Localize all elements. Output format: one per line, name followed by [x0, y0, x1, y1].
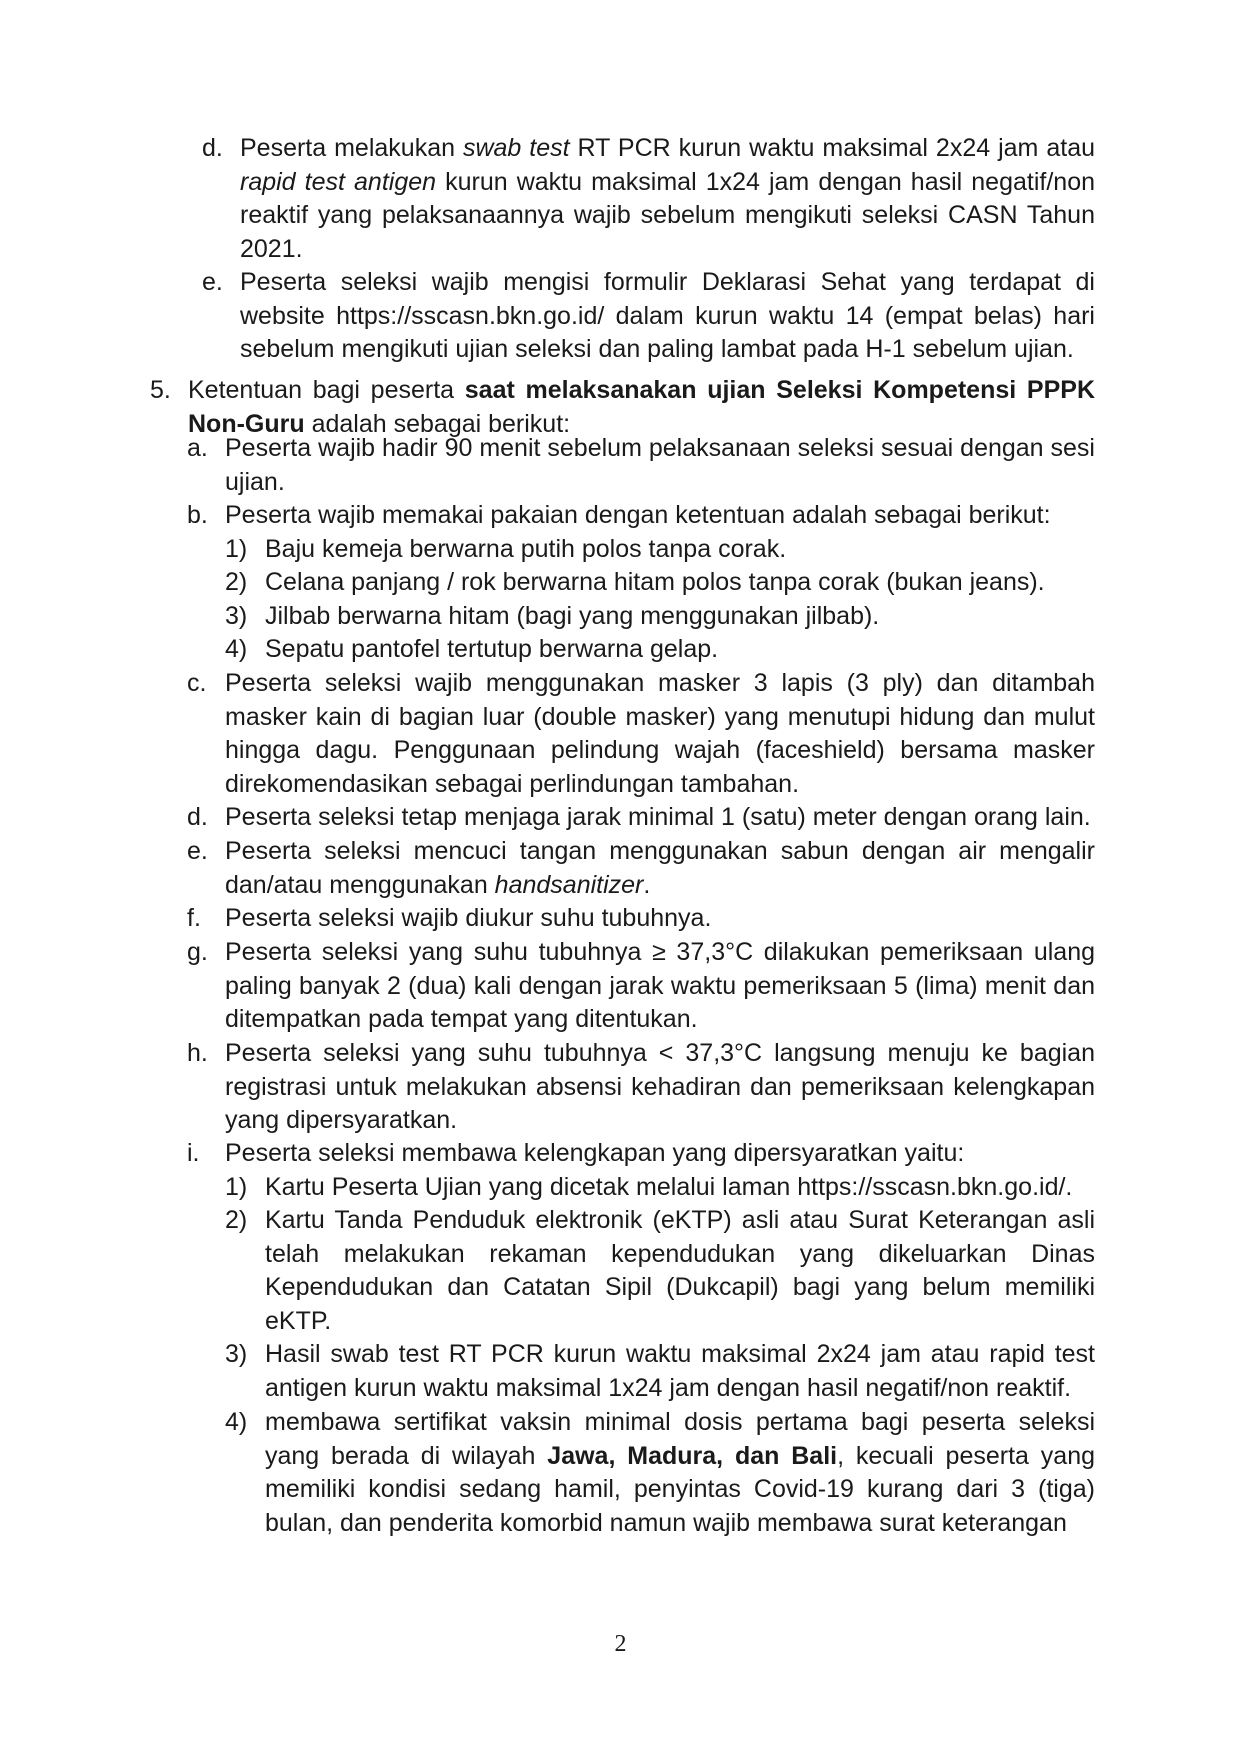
item-text: Peserta seleksi wajib menggunakan masker 3 lapis (3 ply) dan ditambah masker kain di bagian luar (double masker) yang menutupi hidung dan mulut hingga dagu. Penggunaan pelindung wajah (faceshield) bersama masker direkomendasikan sebagai perlindungan tambahan. — [225, 669, 1095, 798]
italic-term: handsanitizer — [494, 870, 644, 899]
section-5 — [150, 374, 1095, 441]
item-text: Peserta wajib memakai pakaian dengan ketentuan adalah sebagai berikut: — [225, 501, 1051, 529]
item-text: Sepatu pantofel tertutup berwarna gelap. — [265, 635, 719, 663]
bold-phrase: Jawa, Madura, dan Bali — [547, 1441, 838, 1470]
list-item-c — [187, 667, 1095, 801]
sub-item-b-1 — [225, 533, 1095, 567]
item-label: 4) — [225, 635, 248, 663]
item-label: d. — [202, 134, 223, 162]
sub-item-i-3 — [225, 1338, 1095, 1405]
item-text: Jilbab berwarna hitam (bagi yang menggunakan jilbab). — [265, 602, 880, 630]
item-label: 3) — [225, 602, 248, 630]
item-text: Baju kemeja berwarna putih polos tanpa corak. — [265, 535, 787, 563]
item-label: c. — [187, 669, 207, 697]
item-text: Peserta wajib hadir 90 menit sebelum pelaksanaan seleksi sesuai dengan sesi ujian. — [225, 434, 1095, 496]
list-item-i — [187, 1137, 1095, 1171]
list-item-e2 — [187, 835, 1095, 902]
list-item-d — [202, 132, 1095, 266]
item-label: 2) — [225, 568, 248, 596]
section-intro: Ketentuan bagi peserta saat melaksanakan ujian Seleksi Kompetensi PPPK Non-Guru adalah sebagai berikut: — [188, 376, 1095, 438]
item-label: 2) — [225, 1206, 248, 1234]
sub-item-b-3 — [225, 600, 1095, 634]
list-item-e — [202, 266, 1095, 367]
list-item-f — [187, 902, 1095, 936]
list-item-b — [187, 499, 1095, 533]
item-label: d. — [187, 803, 208, 831]
section-number: 5. — [150, 376, 171, 404]
sub-item-i-1 — [225, 1171, 1095, 1205]
item-label: e. — [187, 837, 208, 865]
item-text: Peserta seleksi yang suhu tubuhnya ≥ 37,3°C dilakukan pemeriksaan ulang paling banyak 2 (dua) kali dengan jarak waktu pemeriksaan 5 (lima) menit dan ditempatkan pada tempat yang ditentukan. — [225, 938, 1095, 1033]
italic-term: rapid test antigen — [240, 167, 437, 196]
list-item-d2 — [187, 801, 1095, 835]
item-text: Peserta seleksi mencuci tangan menggunakan sabun dengan air mengalir dan/atau menggunakan handsanitizer. — [225, 837, 1095, 899]
item-text: Peserta seleksi wajib mengisi formulir Deklarasi Sehat yang terdapat di website https://sscasn.bkn.go.id/ dalam kurun waktu 14 (empat belas) hari sebelum mengikuti ujian seleksi dan paling lambat pada H-1 sebelum ujian. — [240, 268, 1095, 363]
sub-item-b-4 — [225, 633, 1095, 667]
item-text: Kartu Tanda Penduduk elektronik (eKTP) asli atau Surat Keterangan asli telah melakukan rekaman kependudukan yang dikeluarkan Dinas Kependudukan dan Catatan Sipil (Dukcapil) bagi yang belum memiliki eKTP. — [265, 1206, 1095, 1335]
item-label: 4) — [225, 1408, 248, 1436]
list-item-g — [187, 936, 1095, 1037]
item-text: Hasil swab test RT PCR kurun waktu maksimal 2x24 jam atau rapid test antigen kurun waktu maksimal 1x24 jam dengan hasil negatif/non reaktif. — [265, 1340, 1095, 1402]
sub-item-b-2 — [225, 566, 1095, 600]
item-text: membawa sertifikat vaksin minimal dosis pertama bagi peserta seleksi yang berada di wilayah Jawa, Madura, dan Bali, kecuali peserta yang memiliki kondisi sedang hamil, penyintas Covid-19 kurang dari 3 (tiga) bulan, dan penderita komorbid namun wajib membawa surat keterangan — [265, 1408, 1096, 1537]
item-label: e. — [202, 268, 223, 296]
item-label: 3) — [225, 1340, 248, 1368]
page-number: 2 — [614, 1631, 627, 1657]
item-label: 1) — [225, 535, 248, 563]
bold-phrase: saat melaksanakan ujian Seleksi Kompetensi PPPK Non-Guru — [188, 376, 1095, 438]
list-item-a — [187, 432, 1095, 499]
item-label: g. — [187, 938, 208, 966]
item-text: Kartu Peserta Ujian yang dicetak melalui laman https://sscasn.bkn.go.id/. — [265, 1173, 1073, 1201]
item-text: Peserta seleksi tetap menjaga jarak minimal 1 (satu) meter dengan orang lain. — [225, 803, 1091, 831]
item-text: Peserta melakukan swab test RT PCR kurun waktu maksimal 2x24 jam atau rapid test antigen kurun waktu maksimal 1x24 jam dengan hasil negatif/non reaktif yang pelaksanaannya wajib sebelum mengikuti seleksi CASN Tahun 2021. — [240, 134, 1095, 263]
item-text: Peserta seleksi yang suhu tubuhnya < 37,3°C langsung menuju ke bagian registrasi untuk melakukan absensi kehadiran dan pemeriksaan kelengkapan yang dipersyaratkan. — [225, 1039, 1095, 1134]
item-text: Peserta seleksi wajib diukur suhu tubuhnya. — [225, 904, 712, 932]
item-label: 1) — [225, 1173, 248, 1201]
sub-item-i-2 — [225, 1204, 1095, 1338]
item-label: f. — [187, 904, 201, 932]
item-label: a. — [187, 434, 208, 462]
item-label: b. — [187, 501, 208, 529]
item-label: i. — [187, 1139, 200, 1167]
item-text: Celana panjang / rok berwarna hitam polos tanpa corak (bukan jeans). — [265, 568, 1045, 596]
list-item-h — [187, 1037, 1095, 1138]
item-text: Peserta seleksi membawa kelengkapan yang dipersyaratkan yaitu: — [225, 1139, 965, 1167]
item-label: h. — [187, 1039, 208, 1067]
italic-term: swab test — [462, 134, 570, 162]
sub-item-i-4 — [225, 1406, 1096, 1540]
